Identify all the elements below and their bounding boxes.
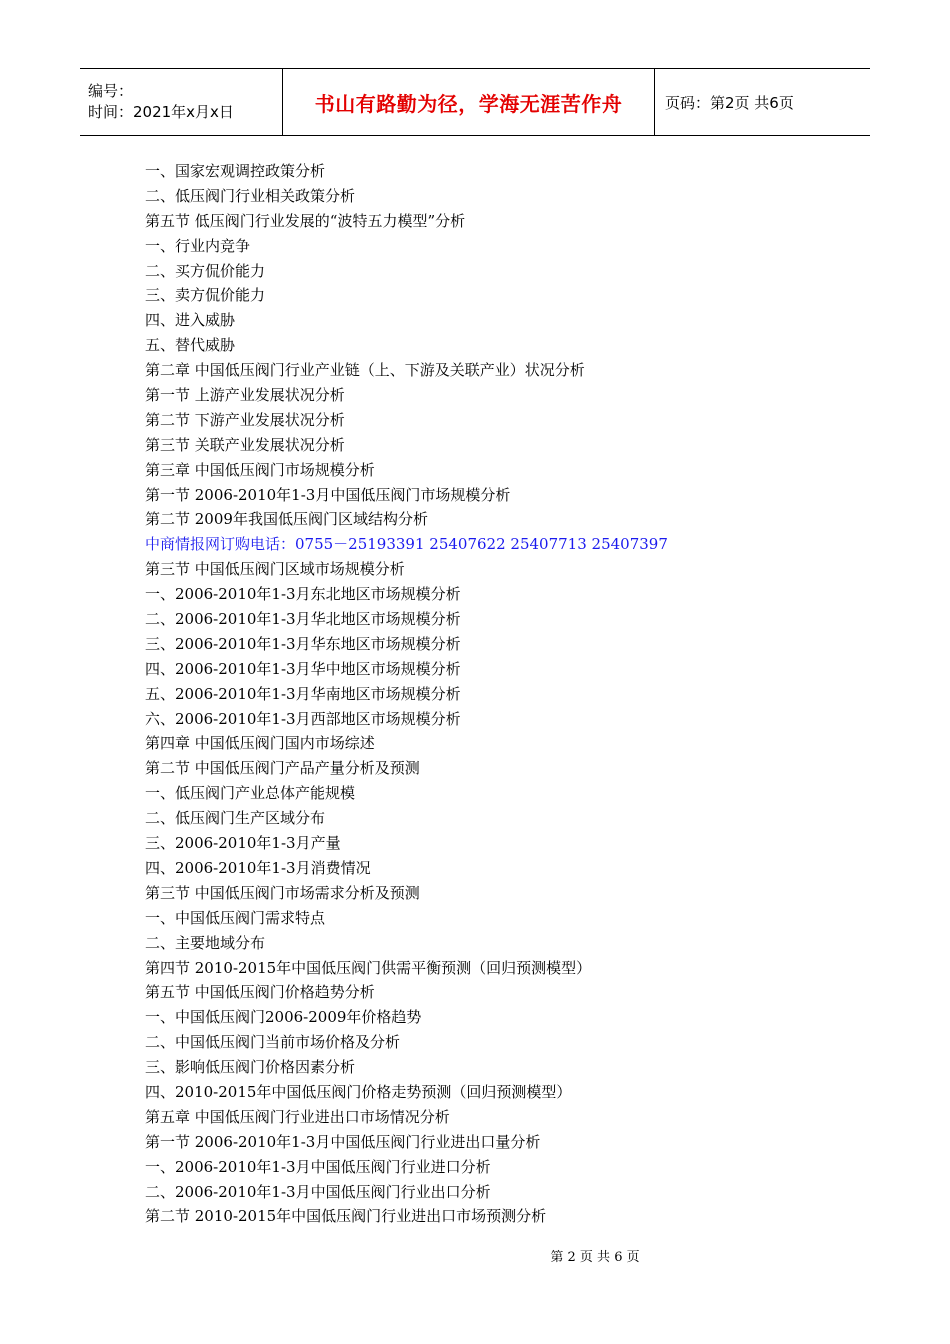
- toc-line: 第二节 2010-2015年中国低压阀门行业进出口市场预测分析: [145, 1207, 547, 1226]
- toc-line: 二、中国低压阀门当前市场价格及分析: [145, 1033, 401, 1052]
- order-phone-line: 中商情报网订购电话：0755－25193391 25407622 25407713 25407397: [145, 535, 668, 554]
- toc-line: 第二节 下游产业发展状况分析: [145, 410, 345, 429]
- toc-line: 二、买方侃价能力: [145, 261, 266, 280]
- toc-line: 四、2006-2010年1-3月消费情况: [145, 858, 371, 877]
- toc-line: 四、2010-2015年中国低压阀门价格走势预测（回归预测模型）: [145, 1082, 572, 1101]
- toc-line: 第一节 2006-2010年1-3月中国低压阀门市场规模分析: [145, 485, 511, 504]
- toc-line: 第一节 上游产业发展状况分析: [145, 386, 345, 405]
- toc-line: 三、卖方侃价能力: [145, 286, 266, 305]
- toc-line: 第二节 2009年我国低压阀门区域结构分析: [145, 510, 428, 529]
- time-label: 时间：2021年x月x日: [88, 103, 234, 121]
- toc-line: 第二节 中国低压阀门产品产量分析及预测: [145, 759, 420, 778]
- toc-line: 三、影响低压阀门价格因素分析: [145, 1058, 356, 1077]
- number-label: 编号：: [88, 82, 134, 100]
- toc-line: 四、进入威胁: [145, 311, 236, 330]
- toc-line: 五、替代威胁: [145, 336, 236, 355]
- toc-line: 四、2006-2010年1-3月华中地区市场规模分析: [145, 659, 461, 678]
- toc-line: 二、2006-2010年1-3月中国低压阀门行业出口分析: [145, 1182, 491, 1201]
- toc-line: 第三节 中国低压阀门市场需求分析及预测: [145, 883, 420, 902]
- toc-line: 第五节 中国低压阀门价格趋势分析: [145, 983, 375, 1002]
- toc-line: 一、行业内竞争: [145, 236, 251, 255]
- toc-line: 二、低压阀门行业相关政策分析: [145, 186, 356, 205]
- toc-line: 一、2006-2010年1-3月东北地区市场规模分析: [145, 585, 461, 604]
- page-footer: 第 2 页 共 6 页: [550, 1250, 640, 1265]
- toc-line: 第三章 中国低压阀门市场规模分析: [145, 460, 375, 479]
- table-of-contents: [145, 159, 845, 1229]
- header-motto: 书山有路勤为径，学海无涯苦作舟: [283, 69, 655, 135]
- toc-line: 三、2006-2010年1-3月华东地区市场规模分析: [145, 634, 461, 653]
- page-header: [80, 68, 870, 136]
- toc-line: 第五章 中国低压阀门行业进出口市场情况分析: [145, 1107, 450, 1126]
- toc-line: 第四章 中国低压阀门国内市场综述: [145, 734, 375, 753]
- toc-line: 二、低压阀门生产区域分布: [145, 809, 326, 828]
- toc-line: 六、2006-2010年1-3月西部地区市场规模分析: [145, 709, 461, 728]
- toc-line: 五、2006-2010年1-3月华南地区市场规模分析: [145, 684, 461, 703]
- toc-line: 一、国家宏观调控政策分析: [145, 162, 326, 180]
- toc-line: 一、低压阀门产业总体产能规模: [145, 784, 356, 803]
- toc-line: 二、2006-2010年1-3月华北地区市场规模分析: [145, 610, 461, 629]
- toc-line: 第三节 中国低压阀门区域市场规模分析: [145, 560, 405, 579]
- header-meta: [80, 69, 283, 135]
- toc-line: 一、2006-2010年1-3月中国低压阀门行业进口分析: [145, 1157, 491, 1176]
- toc-line: 一、中国低压阀门2006-2009年价格趋势: [145, 1008, 422, 1027]
- toc-line: 二、主要地域分布: [145, 933, 266, 952]
- toc-line: 三、2006-2010年1-3月产量: [145, 834, 341, 853]
- toc-line: 第一节 2006-2010年1-3月中国低压阀门行业进出口量分析: [145, 1132, 541, 1151]
- header-page-info: 页码：第2页 共6页: [665, 93, 794, 112]
- toc-line: 第二章 中国低压阀门行业产业链（上、下游及关联产业）状况分析: [145, 361, 585, 380]
- toc-line: 第五节 低压阀门行业发展的“波特五力模型”分析: [145, 211, 466, 230]
- toc-line: 第三节 关联产业发展状况分析: [145, 435, 345, 454]
- toc-line: 第四节 2010-2015年中国低压阀门供需平衡预测（回归预测模型）: [145, 958, 592, 977]
- toc-line: 一、中国低压阀门需求特点: [145, 908, 326, 927]
